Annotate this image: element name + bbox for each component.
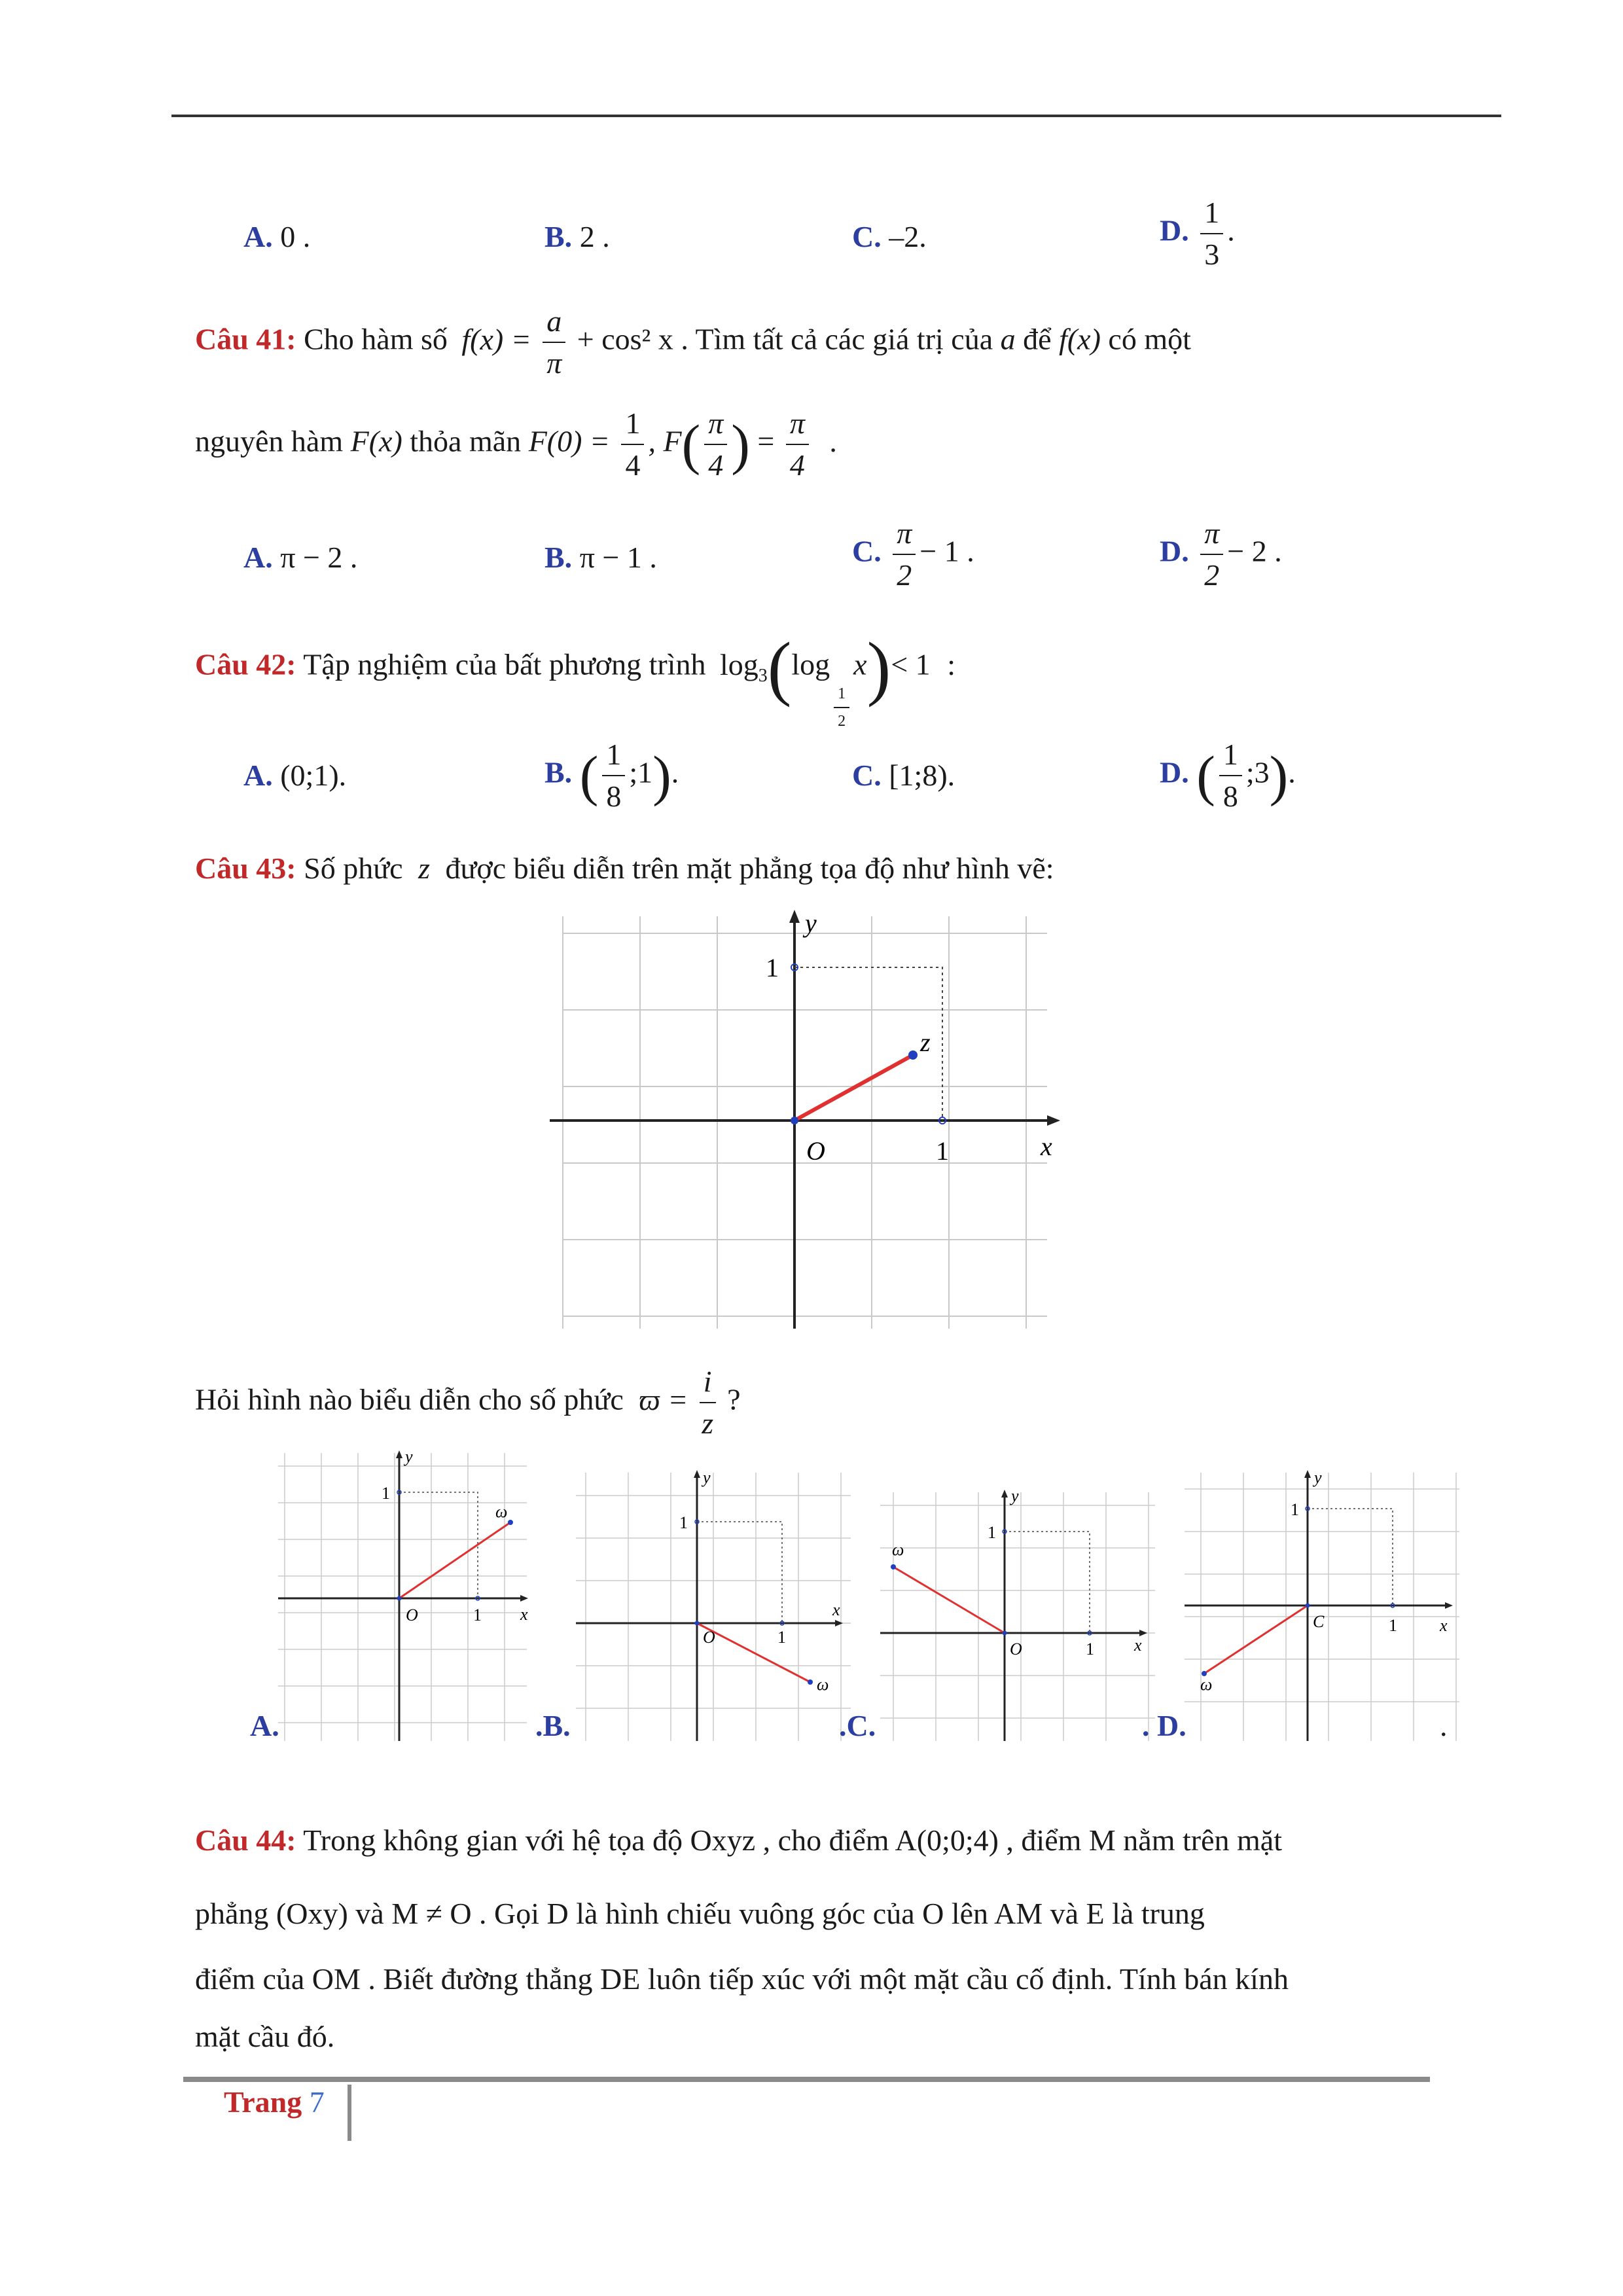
q43-line: Câu 43: Số phức z được biểu diễn trên mặt phẳng tọa độ như hình vẽ:: [195, 852, 1054, 885]
q44-line4: mặt cầu đó.: [195, 2020, 335, 2053]
origin-label: O: [806, 1136, 825, 1166]
svg-text:1: 1: [473, 1605, 482, 1624]
q44-line2: phẳng (Oxy) và M ≠ O . Gọi D là hình chiếu vuông góc của O lên AM và E là trung: [195, 1897, 1205, 1930]
svg-text:x: x: [520, 1605, 528, 1624]
q44-line1: Câu 44: Trong không gian với hệ tọa độ Oxyz , cho điểm A(0;0;4) , điểm M nằm trên mặt: [195, 1823, 1282, 1857]
q43-question: Hỏi hình nào biểu diễn cho số phức ϖ = $\frac{i}{z}$ ?: [195, 1365, 741, 1440]
svg-text:ω: ω: [495, 1502, 508, 1521]
svg-text:1: 1: [1389, 1616, 1397, 1635]
svg-text:ω: ω: [817, 1675, 829, 1694]
option-end-dot: .: [1440, 1709, 1448, 1742]
svg-text:y: y: [405, 1447, 413, 1466]
svg-text:ω: ω: [1200, 1675, 1213, 1694]
q42-line: Câu 42: Tập nghiệm của bất phương trình $\log_3(\log$ $\frac{1}{2}$ x)< 1 :: [195, 628, 955, 730]
q42-option-d: D. ( $\frac{1}{8}$ ;3).: [1160, 738, 1296, 813]
option-b-graph: [576, 1466, 851, 1741]
q41-line2: nguyên hàm F(x) thỏa mãn F(0) = $\frac{1}{4}$ , F( $\frac{\pi}{4}$ ) = $\frac{\pi}{4}$ .: [195, 406, 837, 482]
x-one-label: 1: [936, 1136, 949, 1166]
option-d-graph: [1185, 1466, 1459, 1741]
axis-x-label: x: [1041, 1132, 1052, 1161]
option-a-label: A.: [250, 1709, 279, 1742]
svg-text:O: O: [1010, 1640, 1022, 1659]
q41-option-b: B. π − 1 .: [544, 541, 657, 574]
q40-option-d: D. $\frac{1}{3}$ .: [1160, 196, 1235, 271]
main-complex-plane: [550, 903, 1067, 1329]
svg-text:1: 1: [382, 1484, 390, 1503]
q44-line3: điểm của OM . Biết đường thẳng DE luôn tiếp xúc với một mặt cầu cố định. Tính bán kính: [195, 1962, 1289, 1996]
footer-divider: [348, 2085, 351, 2141]
svg-text:1: 1: [1086, 1640, 1094, 1659]
option-d-label: . D.: [1142, 1709, 1186, 1742]
option-b-label: .B.: [535, 1709, 571, 1742]
svg-text:x: x: [832, 1600, 840, 1619]
q42-option-a: A. (0;1).: [243, 759, 347, 792]
svg-text:1: 1: [679, 1513, 688, 1532]
svg-text:ω: ω: [892, 1540, 904, 1559]
q41-option-c: C. $\frac{\pi}{2}$ − 1 .: [852, 516, 974, 592]
q41-option-a: A. π − 2 .: [243, 541, 358, 574]
q40-option-c: C. –2.: [852, 220, 927, 253]
option-a-graph: [278, 1446, 533, 1741]
q42-option-b: B. ( $\frac{1}{8}$ ;1).: [544, 738, 679, 813]
point-z-label: z: [920, 1028, 931, 1057]
svg-text:1: 1: [1291, 1500, 1299, 1519]
axis-y-label: y: [805, 908, 817, 938]
svg-text:1: 1: [777, 1628, 786, 1647]
svg-text:x: x: [1440, 1616, 1448, 1635]
svg-text:O: O: [703, 1628, 715, 1647]
svg-text:x: x: [1134, 1636, 1142, 1655]
q40-option-b: B. 2 .: [544, 220, 610, 253]
q42-option-c: C. [1;8).: [852, 759, 955, 792]
q41-line1: Câu 41: Cho hàm số f(x) = $\frac{a}{\pi}$ + cos² x . Tìm tất cả các giá trị của a để f(x) có một: [195, 304, 1191, 380]
svg-text:O: O: [406, 1605, 418, 1624]
svg-text:y: y: [1314, 1468, 1322, 1487]
page-footer: Trang 7: [224, 2085, 325, 2119]
option-c-label: .C.: [839, 1709, 876, 1742]
y-one-label: 1: [766, 953, 779, 982]
q41-option-d: D. $\frac{\pi}{2}$ − 2 .: [1160, 516, 1282, 592]
svg-text:1: 1: [988, 1523, 996, 1542]
header-rule: [171, 115, 1501, 117]
svg-text:y: y: [1011, 1486, 1019, 1505]
svg-text:y: y: [703, 1468, 711, 1487]
option-c-graph: [880, 1486, 1155, 1741]
footer-rule: [183, 2077, 1430, 2082]
q40-option-a: A. 0 .: [243, 220, 311, 253]
svg-text:C: C: [1313, 1612, 1325, 1631]
